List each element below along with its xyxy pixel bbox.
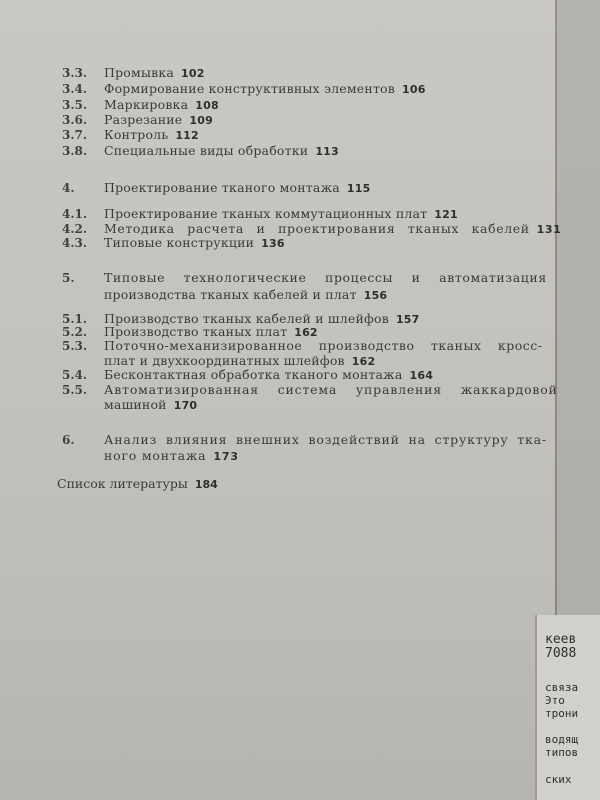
section-number: 5.1. xyxy=(62,312,88,326)
section-title: Специальные виды обработки 113 xyxy=(104,143,339,158)
page-number: 162 xyxy=(294,326,318,339)
section-title: Разрезание 109 xyxy=(104,112,213,127)
page-number: 112 xyxy=(175,129,199,142)
section-number: 4.2. xyxy=(62,222,88,236)
page-number: 156 xyxy=(363,289,388,302)
chapter-title-line-2: производства тканых кабелей и плат 156 xyxy=(104,287,388,302)
section-title-line-2: плат и двухкоординатных шлейфов 162 xyxy=(104,353,376,368)
page-number: 113 xyxy=(315,145,339,158)
section-number: 3.6. xyxy=(62,113,88,127)
page-number: 121 xyxy=(434,208,458,221)
section-title-line-1: Автоматизированная система управления жаккардовой xyxy=(104,382,558,397)
section-number: 5.4. xyxy=(62,368,88,382)
section-title-line-1: Поточно-механизированное производство тканых кросс- xyxy=(104,338,543,353)
chapter-number: 5. xyxy=(62,271,75,285)
section-title: Типовые конструкции 136 xyxy=(104,235,285,250)
page-number: 173 xyxy=(213,450,239,463)
section-number: 5.5. xyxy=(62,383,88,397)
page-number: 162 xyxy=(351,355,376,368)
page-number: 136 xyxy=(261,237,285,250)
adjacent-text-line: типов xyxy=(545,746,579,759)
adjacent-text-line: 7088 xyxy=(545,646,577,661)
section-number: 3.8. xyxy=(62,144,88,158)
section-title: Бесконтактная обработка тканого монтажа 164 xyxy=(104,367,434,382)
section-title-line-2: машиной 170 xyxy=(104,397,198,412)
section-title: Маркировка 108 xyxy=(104,97,219,112)
page-number: 157 xyxy=(395,313,420,326)
section-number: 3.3. xyxy=(62,66,88,80)
section-title: Формирование конструктивных элементов 106 xyxy=(104,81,426,96)
section-title: Производство тканых кабелей и шлейфов 157 xyxy=(104,311,420,326)
section-title: Проектирование тканых коммутационных плат 121 xyxy=(104,206,458,221)
adjacent-text-line: кеев xyxy=(545,632,577,647)
adjacent-text-line: Это xyxy=(545,694,565,707)
bibliography-title: Список литературы 184 xyxy=(57,476,218,491)
section-title: Промывка 102 xyxy=(104,65,205,80)
section-number: 3.5. xyxy=(62,98,88,112)
page-number: 170 xyxy=(173,399,198,412)
chapter-number: 6. xyxy=(62,433,75,447)
section-number: 3.4. xyxy=(62,82,88,96)
section-number: 5.3. xyxy=(62,339,88,353)
adjacent-text-line: трони xyxy=(545,707,579,720)
section-number: 4.3. xyxy=(62,236,88,250)
adjacent-text-line: связа xyxy=(545,681,579,694)
section-number: 4.1. xyxy=(62,207,88,221)
page-number: 102 xyxy=(181,67,205,80)
chapter-title-line-2: ного монтажа 173 xyxy=(104,448,239,463)
page-number: 108 xyxy=(195,99,219,112)
page-number: 106 xyxy=(402,83,426,96)
chapter-number: 4. xyxy=(62,181,75,195)
chapter-title-line-1: Типовые технологические процессы и автоматизация xyxy=(104,270,547,285)
section-number: 3.7. xyxy=(62,128,88,142)
page-number: 164 xyxy=(409,369,434,382)
page-number: 184 xyxy=(194,478,218,491)
page-number: 131 xyxy=(536,223,562,236)
adjacent-text-line: водящ xyxy=(545,733,579,746)
adjacent-text-line: ских xyxy=(545,773,572,786)
section-title: Контроль 112 xyxy=(104,127,199,142)
section-number: 5.2. xyxy=(62,325,88,339)
section-title: Производство тканых плат 162 xyxy=(104,324,318,339)
chapter-title: Проектирование тканого монтажа 115 xyxy=(104,180,371,195)
page-number: 109 xyxy=(189,114,213,127)
chapter-title-line-1: Анализ влияния внешних воздействий на структуру тка- xyxy=(104,432,547,447)
page-number: 115 xyxy=(346,182,371,195)
section-title: Методика расчета и проектирования тканых кабелей 131 xyxy=(104,221,562,236)
